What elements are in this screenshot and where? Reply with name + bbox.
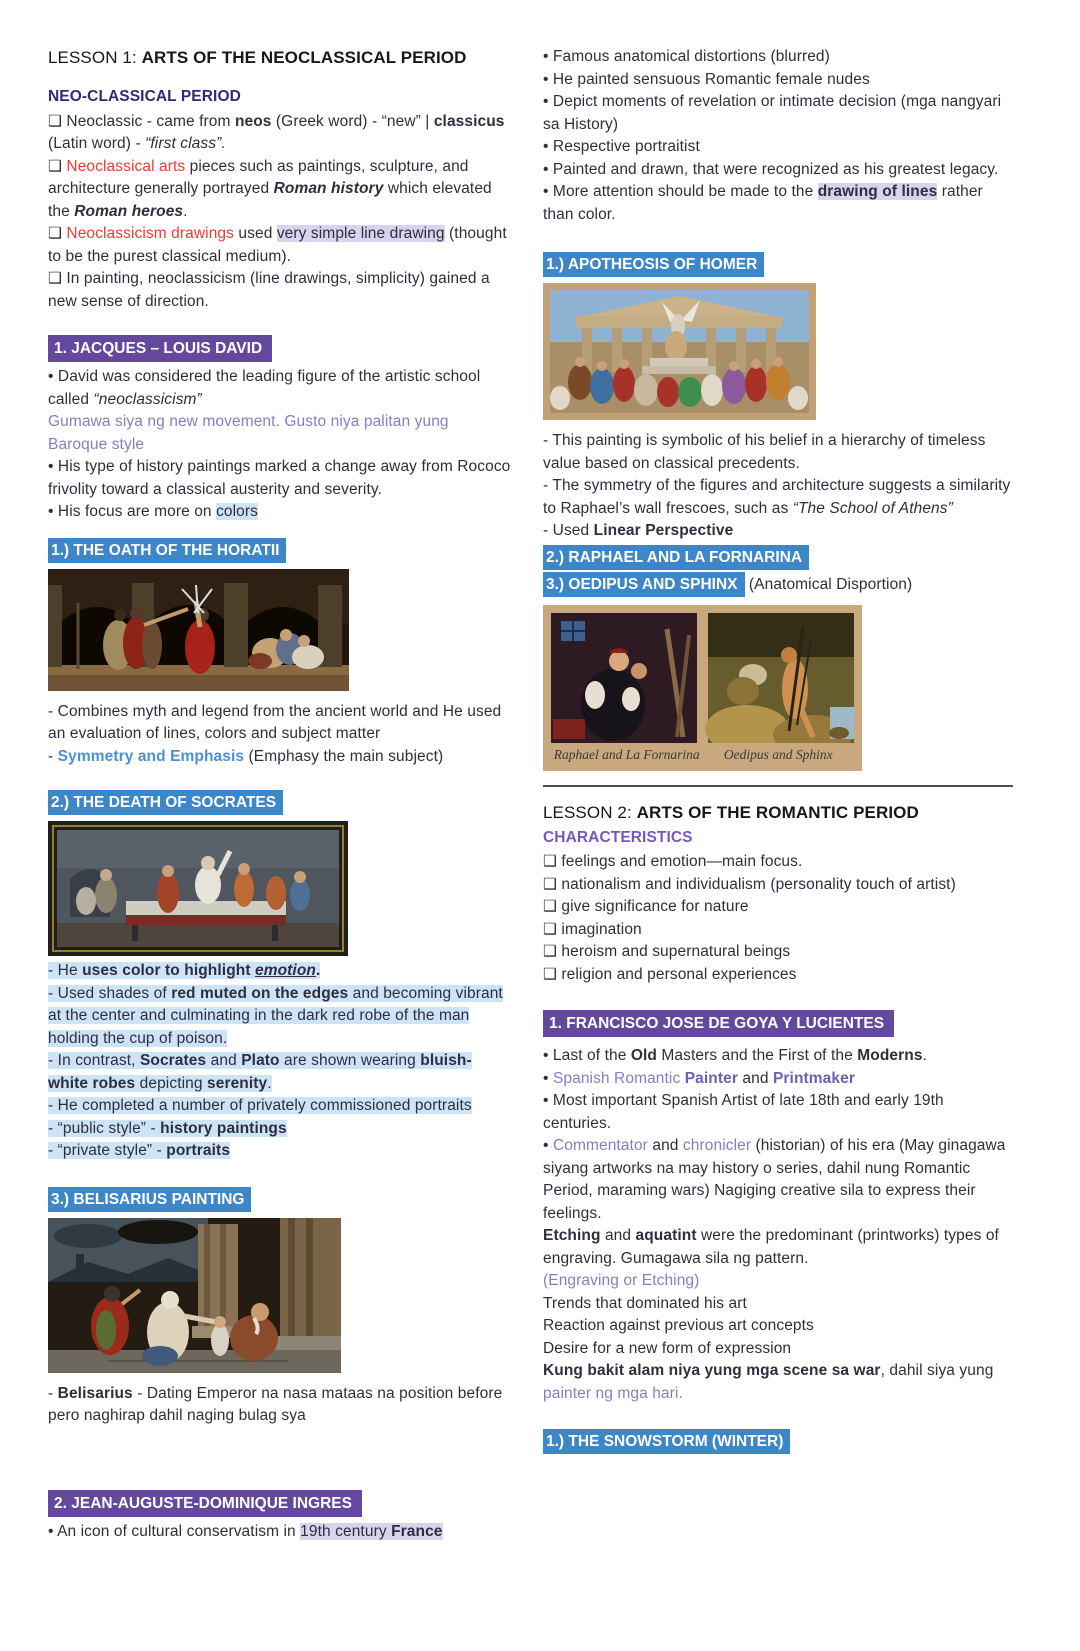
text-run: ❑ imagination xyxy=(543,920,642,938)
paragraph-david-tagalog-note xyxy=(48,411,511,456)
paragraph-public-style xyxy=(48,1118,511,1141)
text-run: Neoclassical arts xyxy=(66,157,186,175)
text-run: Spanish Romantic xyxy=(552,1069,685,1087)
text-run: ❑ xyxy=(48,225,67,242)
text-run: Commentator xyxy=(552,1137,648,1154)
heading-row xyxy=(543,572,1013,597)
belisarius-heading: 3.) BELISARIUS PAINTING xyxy=(48,1187,251,1212)
text-run: were the predominant (printworks) types of engraving. Gumagawa sila ng pattern. xyxy=(543,1227,999,1267)
oath-of-horatii-illustration xyxy=(48,569,349,691)
text-run: and xyxy=(600,1227,636,1244)
text-run: and xyxy=(647,1137,683,1154)
paragraph-revelation-decision xyxy=(543,91,1013,136)
paragraph-belisarius-note xyxy=(48,1383,511,1428)
text-run: • Last of the xyxy=(543,1047,631,1064)
text-run: Moderns xyxy=(857,1047,923,1064)
text-run: - xyxy=(48,1384,58,1402)
text-run: Linear Perspective xyxy=(593,522,734,539)
text-run: ❑ give significance for nature xyxy=(543,898,749,915)
paragraph-socrates-portraits xyxy=(48,1095,511,1118)
raphael-fornarina-caption: Raphael and La Fornarina xyxy=(553,746,700,762)
text-run: ❑ feelings and emotion—main focus. xyxy=(543,853,803,870)
text-run: . xyxy=(922,1047,927,1064)
text-run: painter ng mga hari. xyxy=(543,1384,683,1402)
characteristic-nationalism xyxy=(543,874,1013,897)
painting-captions xyxy=(551,743,854,767)
text-run: • More attention should be made to the xyxy=(543,183,818,200)
heading-row xyxy=(543,1010,1013,1037)
characteristic-nature xyxy=(543,896,1013,919)
paragraph-goya-commentator xyxy=(543,1135,1013,1225)
paragraph-socrates-plato-robes xyxy=(48,1050,511,1095)
text-run: ❑ religion and personal experiences xyxy=(543,965,797,983)
text-run: Old xyxy=(630,1047,657,1064)
text-run: Etching xyxy=(543,1227,601,1244)
paired-paintings-figure xyxy=(543,605,1013,771)
ingres-heading: 2. JEAN-AUGUSTE-DOMINIQUE INGRES xyxy=(48,1490,362,1517)
text-run: (Engraving or Etching) xyxy=(543,1272,700,1289)
characteristic-feelings xyxy=(543,851,1013,874)
text-run: • Famous anatomical distortions (blurred) xyxy=(543,48,830,65)
paragraph-greatest-legacy xyxy=(543,159,1013,182)
text-run: are shown wearing xyxy=(279,1052,421,1069)
paragraph-goya-trends xyxy=(543,1293,1013,1316)
oedipus-note: (Anatomical Disportion) xyxy=(744,575,913,593)
heading-row xyxy=(48,335,511,362)
text-run: • xyxy=(543,1137,553,1154)
text-run: . xyxy=(315,962,321,979)
text-run: - Combines myth and legend from the ancient world and He used an evaluation of lines, colors and subject matter xyxy=(48,702,502,742)
lesson2-title xyxy=(543,801,1013,825)
text-run: • xyxy=(543,1069,553,1087)
belisarius-painting xyxy=(48,1218,511,1373)
text-run: rather than color. xyxy=(543,183,983,223)
text-run: ARTS OF THE ROMANTIC PERIOD xyxy=(636,802,919,822)
text-run: chronicler xyxy=(682,1137,752,1154)
text-run: pieces such as paintings, sculpture, and architecture generally portrayed xyxy=(48,157,469,197)
left-column xyxy=(48,46,511,1651)
text-run: and becoming vibrant at the center and culminating in the dark red robe of the man holding the cup of poison. xyxy=(48,984,503,1047)
text-run: Trends that dominated his art xyxy=(543,1294,747,1312)
text-run: ❑ heroism and supernatural beings xyxy=(543,943,791,960)
apotheosis-of-homer-illustration xyxy=(550,290,809,413)
section-divider xyxy=(543,785,1013,787)
paragraph-private-style xyxy=(48,1140,511,1163)
text-run: Symmetry and Emphasis xyxy=(57,747,245,765)
text-run: “first class”. xyxy=(145,135,226,152)
painting-frame xyxy=(543,283,816,420)
paragraph-neoclassical-arts xyxy=(48,156,511,224)
text-run: - In contrast, xyxy=(48,1052,140,1069)
paragraph-homer-symmetry xyxy=(543,475,1013,520)
paragraph-goya-most-important xyxy=(543,1090,1013,1135)
text-run: • David was considered the leading figure of the artistic school called xyxy=(48,368,481,408)
text-run: - He completed a number of privately commissioned portraits xyxy=(48,1097,472,1114)
text-run: uses color to highlight xyxy=(82,962,255,979)
text-run: • Painted and drawn, that were recognized as his greatest legacy. xyxy=(543,160,999,178)
text-run: - He xyxy=(48,962,83,979)
text-run: France xyxy=(391,1522,443,1540)
text-run: (historian) of his era (May ginagawa siyang artworks na may history o series, dahil nung Romantic Period, maraming wars) Nagiging creative sila to express their feelings. xyxy=(543,1137,1006,1222)
text-run: Roman history xyxy=(273,180,384,197)
heading-row xyxy=(48,790,511,815)
paintings-mat xyxy=(543,605,862,771)
paragraph-goya-etching xyxy=(543,1225,1013,1270)
paragraph-goya-war-scenes xyxy=(543,1360,1013,1405)
death-of-socrates-painting xyxy=(48,821,511,956)
paragraph-neoclassicism-drawings xyxy=(48,223,511,268)
heading-row xyxy=(48,538,511,563)
characteristic-religion xyxy=(543,964,1013,987)
death-of-socrates-illustration xyxy=(48,821,348,956)
heading-row xyxy=(543,252,1013,277)
death-of-socrates-heading: 2.) THE DEATH OF SOCRATES xyxy=(48,790,283,815)
paragraph-romantic-nudes xyxy=(543,69,1013,92)
text-run: • An icon of cultural conservatism in xyxy=(48,1522,301,1540)
paragraph-goya-old-masters xyxy=(543,1045,1013,1068)
paragraph-goya-reaction xyxy=(543,1315,1013,1338)
paragraph-anatomical-distortions xyxy=(543,46,1013,69)
text-run: , dahil siya yung xyxy=(880,1362,994,1379)
paragraph-socrates-red-muted xyxy=(48,983,511,1051)
paired-paintings-illustration xyxy=(551,613,854,743)
oedipus-sphinx-heading: 3.) OEDIPUS AND SPHINX xyxy=(543,572,745,597)
text-run: “The School of Athens” xyxy=(792,499,953,517)
text-run: - This painting is symbolic of his belief in a hierarchy of timeless value based on classical precedents. xyxy=(543,432,986,472)
text-run: LESSON 2: xyxy=(543,802,637,822)
text-run: • His type of history paintings marked a change away from Rococo frivolity toward a classical austerity and severity. xyxy=(48,458,511,498)
paragraph-goya-engraving-note xyxy=(543,1270,1013,1293)
text-run: • He painted sensuous Romantic female nudes xyxy=(543,70,870,88)
text-run: and xyxy=(737,1069,773,1087)
text-run: classicus xyxy=(433,112,505,130)
text-run: • Respective portraitist xyxy=(543,138,700,155)
text-run: (thought to be the purest classical medium). xyxy=(48,225,507,265)
text-run: (Emphasy the main subject) xyxy=(244,747,444,765)
paragraph-david-focus-colors xyxy=(48,501,511,524)
text-run: bluish-white robes xyxy=(48,1052,472,1092)
snowstorm-heading: 1.) THE SNOWSTORM (WINTER) xyxy=(543,1429,790,1454)
belisarius-illustration xyxy=(48,1218,341,1373)
paragraph-david-leading-figure xyxy=(48,366,511,411)
text-run: • His focus are more on xyxy=(48,503,217,520)
raphael-fornarina-heading: 2.) RAPHAEL AND LA FORNARINA xyxy=(543,545,809,570)
text-run: ❑ In painting, neoclassicism (line drawings, simplicity) gained a new sense of direction. xyxy=(48,270,490,310)
text-run: portraits xyxy=(166,1142,231,1159)
paragraph-neoclassic xyxy=(48,111,511,156)
text-run: Belisarius xyxy=(57,1384,133,1402)
text-run: ❑ nationalism and individualism (personality touch of artist) xyxy=(543,875,956,893)
text-run: (Latin word) - xyxy=(48,135,146,152)
paragraph-homer-linear-perspective xyxy=(543,520,1013,543)
jacques-louis-david-heading: 1. JACQUES – LOUIS DAVID xyxy=(48,335,272,362)
text-run: 19th century xyxy=(300,1522,392,1540)
text-run: red muted on the edges xyxy=(171,984,349,1002)
text-run: Printmaker xyxy=(772,1069,855,1087)
heading-row xyxy=(543,545,1013,570)
text-run: Painter xyxy=(684,1069,738,1087)
paragraph-respective-portraitist xyxy=(543,136,1013,159)
text-run: Gumawa siya ng new movement. Gusto niya palitan yung Baroque style xyxy=(48,413,449,453)
apotheosis-of-homer-heading: 1.) APOTHEOSIS OF HOMER xyxy=(543,252,764,277)
text-run: and xyxy=(206,1052,242,1069)
text-run: LESSON 1: xyxy=(48,48,142,67)
paragraph-ingres-icon xyxy=(48,1521,511,1544)
text-run: . xyxy=(267,1074,272,1092)
text-run: • Most important Spanish Artist of late 18th and early 19th centuries. xyxy=(543,1092,944,1132)
paragraph-socrates-color-emotion xyxy=(48,960,511,983)
paragraph-oath-combines-myth xyxy=(48,701,511,746)
text-run: neos xyxy=(234,112,272,130)
paragraph-homer-symbolic xyxy=(543,430,1013,475)
text-run: “neoclassicism” xyxy=(93,390,202,408)
text-run: - Dating Emperor na nasa mataas na position before pero naghirap dahil naging bulag sya xyxy=(48,1384,503,1424)
text-run: used xyxy=(234,225,277,242)
text-run: very simple line drawing xyxy=(276,225,445,242)
characteristic-heroism xyxy=(543,941,1013,964)
heading-row xyxy=(48,1490,511,1517)
neo-classical-heading: NEO-CLASSICAL PERIOD xyxy=(48,88,241,105)
heading-row xyxy=(48,1187,511,1212)
heading-row xyxy=(543,1429,1013,1454)
text-run: colors xyxy=(216,503,259,520)
text-run: history paintings xyxy=(160,1119,287,1137)
text-run: Socrates xyxy=(139,1052,207,1069)
goya-heading: 1. FRANCISCO JOSE DE GOYA Y LUCIENTES xyxy=(543,1010,894,1037)
text-run: - Used shades of xyxy=(48,984,172,1002)
text-run: Kung bakit alam niya yung mga scene sa war xyxy=(543,1362,881,1379)
text-run: Plato xyxy=(241,1052,280,1069)
text-run: emotion xyxy=(255,962,316,979)
paragraph-drawing-of-lines xyxy=(543,181,1013,226)
paragraph-goya-desire xyxy=(543,1338,1013,1361)
text-run: - “public style” - xyxy=(48,1119,161,1137)
paragraph-david-history-paintings xyxy=(48,456,511,501)
oath-of-horatii-painting xyxy=(48,569,511,691)
text-run: - The symmetry of the figures and architecture suggests a similarity to Raphael’s wall frescoes, such as xyxy=(543,477,1011,517)
text-run: drawing of lines xyxy=(817,183,938,200)
text-run: which elevated the xyxy=(48,180,492,220)
text-run: aquatint xyxy=(635,1227,697,1244)
text-run: Reaction against previous art concepts xyxy=(543,1317,814,1334)
text-run: Masters and the First of the xyxy=(656,1047,858,1064)
text-run: depicting xyxy=(135,1074,207,1092)
text-run: - xyxy=(48,747,58,765)
paragraph-goya-painter-printmaker xyxy=(543,1068,1013,1091)
text-run: Neoclassicism drawings xyxy=(66,225,234,242)
text-run: Roman heroes xyxy=(74,202,184,220)
characteristic-imagination xyxy=(543,919,1013,942)
paragraph-in-painting xyxy=(48,268,511,313)
text-run: ARTS OF THE NEOCLASSICAL PERIOD xyxy=(141,48,467,67)
characteristics-heading: CHARACTERISTICS xyxy=(543,828,693,846)
text-run: Desire for a new form of expression xyxy=(543,1339,792,1357)
oedipus-sphinx-caption: Oedipus and Sphinx xyxy=(723,746,833,762)
text-run: - Used xyxy=(543,522,594,539)
text-run: • Depict moments of revelation or intimate decision (mga nangyari sa History) xyxy=(543,93,1002,133)
text-run: . xyxy=(183,202,188,220)
apotheosis-of-homer-painting xyxy=(543,283,1013,420)
text-run: ❑ xyxy=(48,157,67,175)
right-column xyxy=(543,46,1013,1651)
text-run: (Greek word) - “new” | xyxy=(271,112,434,130)
oath-of-horatii-heading: 1.) THE OATH OF THE HORATII xyxy=(48,538,286,563)
text-run: - “private style” - xyxy=(48,1142,167,1159)
paragraph-oath-symmetry xyxy=(48,746,511,769)
lesson1-title xyxy=(48,46,511,70)
text-run: ❑ Neoclassic - came from xyxy=(48,112,235,130)
text-run: serenity xyxy=(207,1074,268,1092)
